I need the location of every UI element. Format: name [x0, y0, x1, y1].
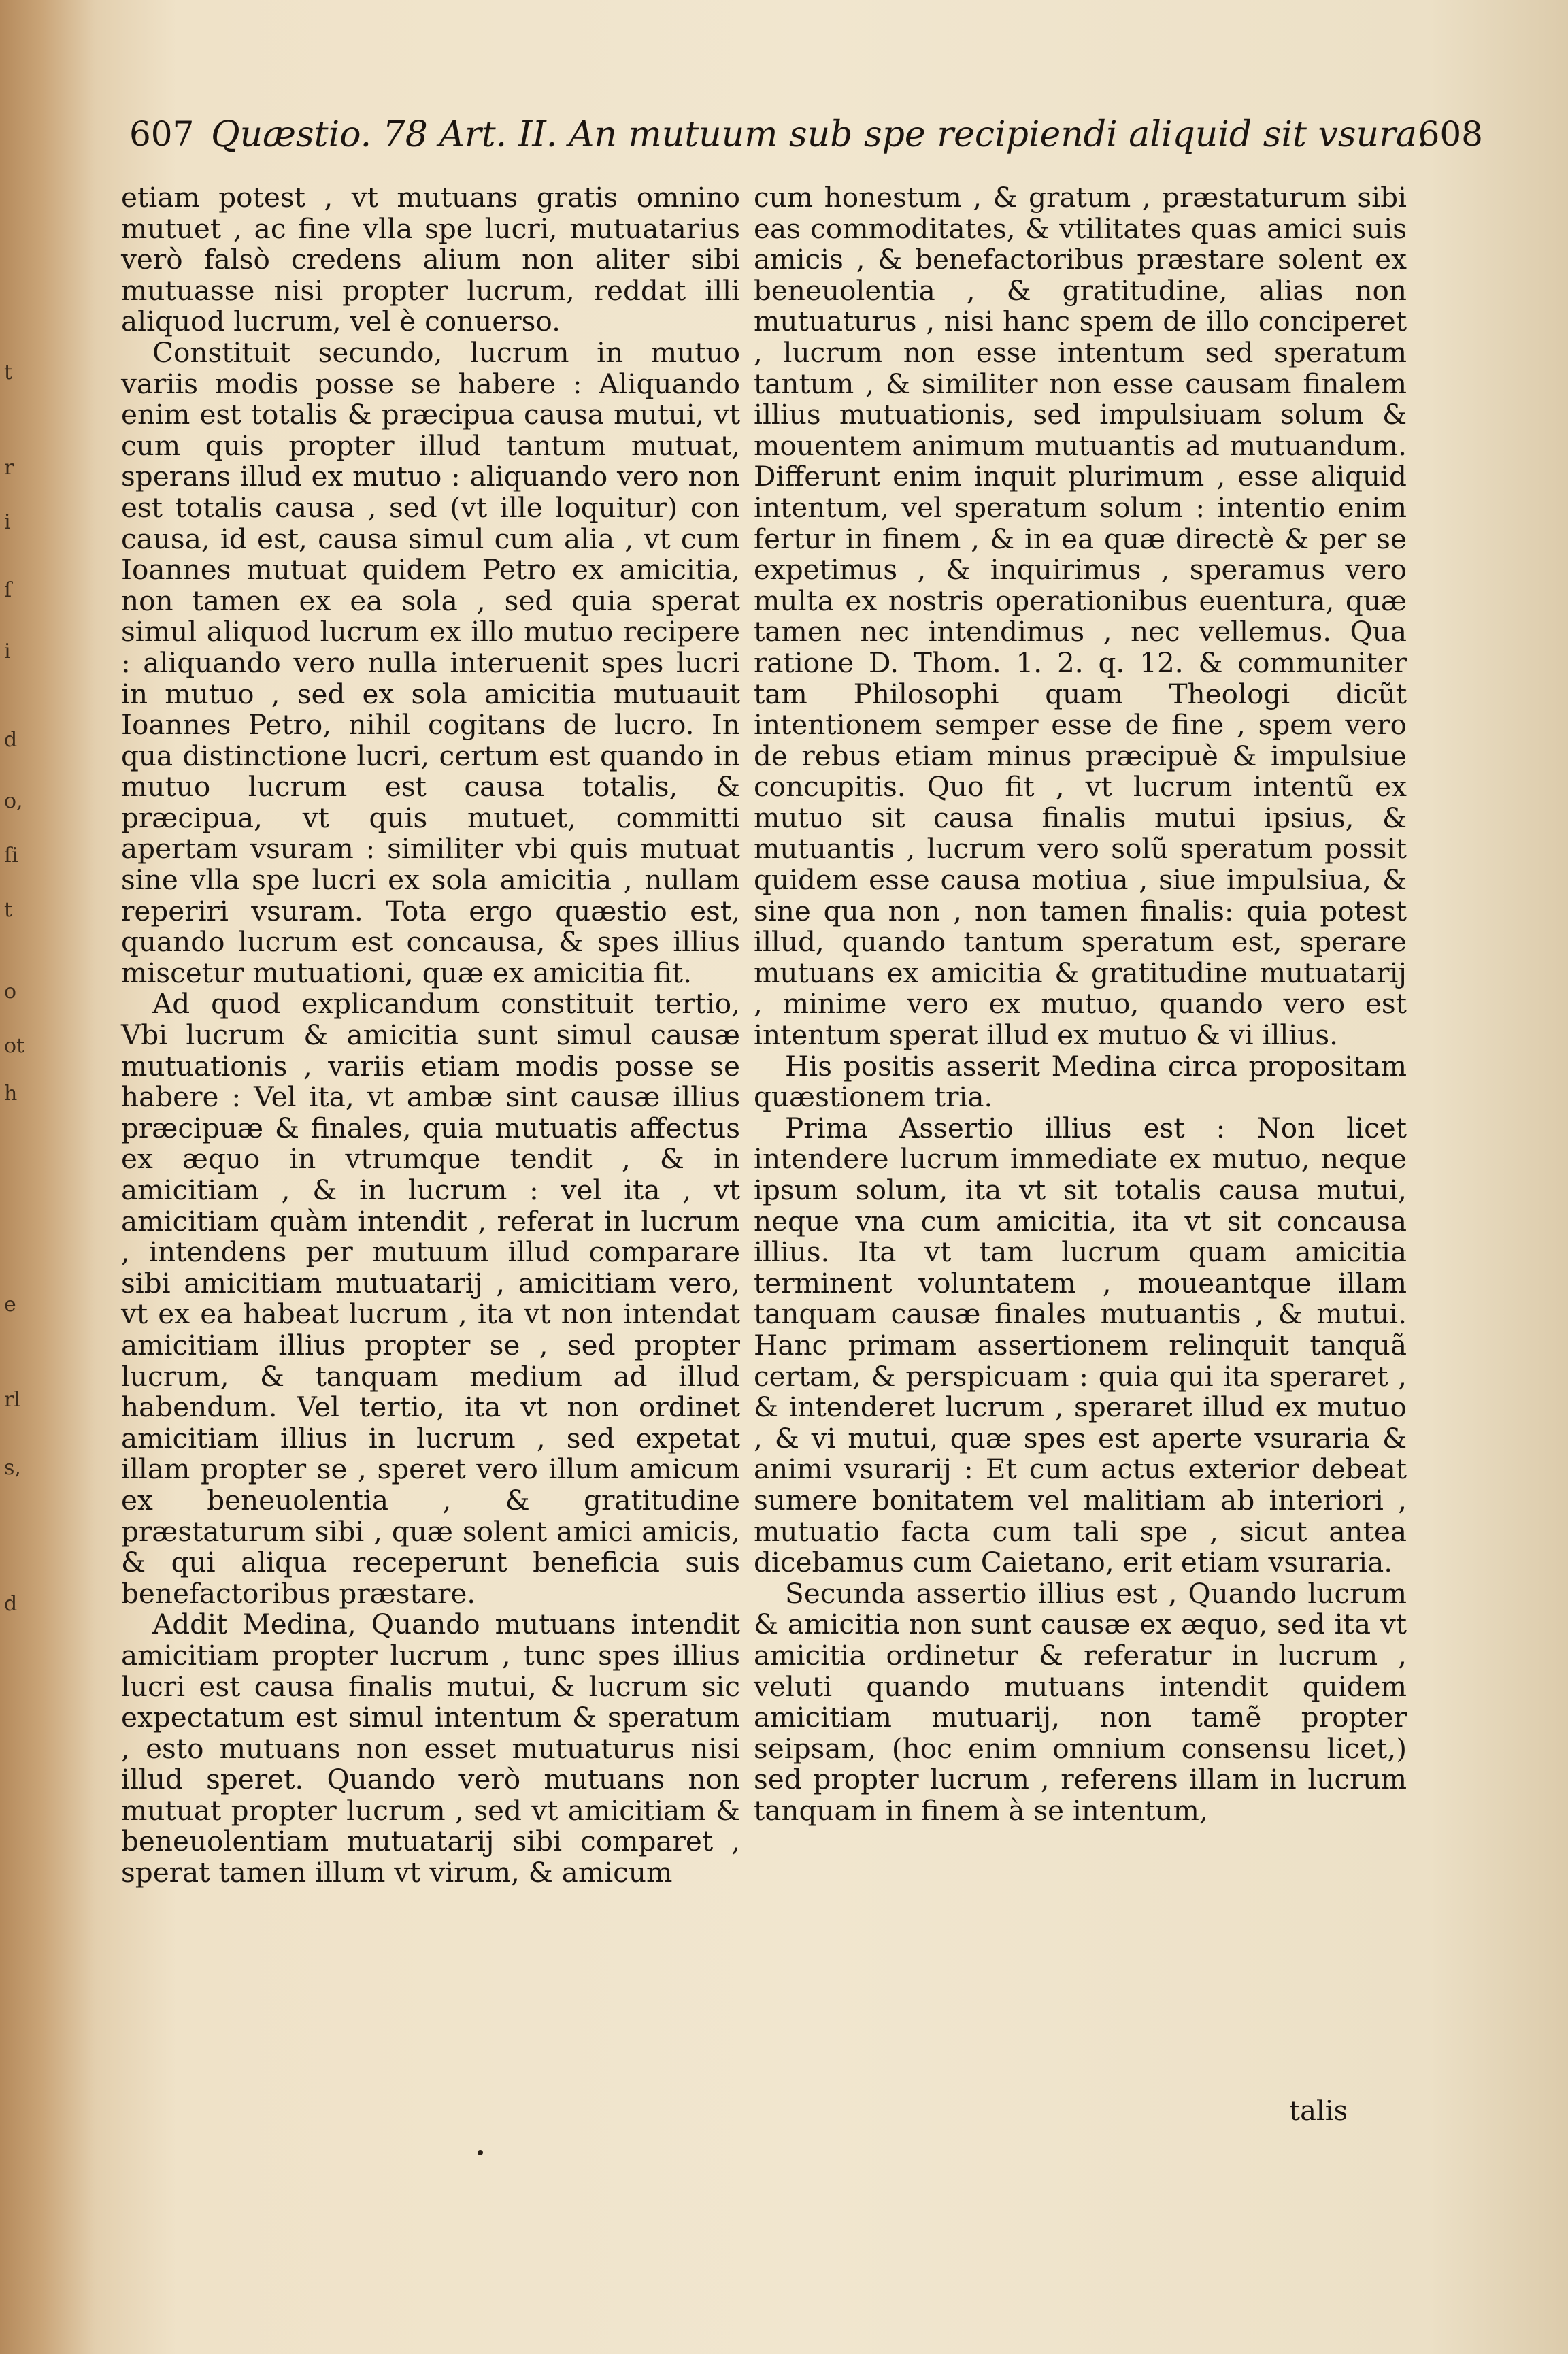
paragraph: Ad quod explicandum constituit tertio, Vbi lucrum & amicitia sunt simul causæ mutuationis , variis etiam modis posse se habere : Vel ita, vt ambæ sint causæ illius præcipuæ & finales, quia mutuatis affectus ex æquo in vtrumque tendit , & in amicitiam , & in lucrum : vel ita , vt amicitiam quàm intendit , referat in lucrum , intendens per mutuum illud comparare sibi amicitiam mutuatarij , amicitiam vero, vt ex ea habeat lucrum , ita vt non intendat amicitiam illius propter se , sed propter lucrum, & tanquam medium ad illud habendum. Vel tertio, ita vt non ordinet amicitiam illius in lucrum , sed expetat illam propter se , speret vero illum amicum ex beneuolentia , & gratitudine præstaturum sibi , quæ solent amici amicis, & qui aliqua receperunt beneficia suis benefactoribus præstare. — [121, 987, 740, 1610]
paragraph: etiam potest , vt mutuans gratis omnino mutuet , ac fine vlla spe lucri, mutuatarius verò falsò credens alium non aliter sibi mutuasse nisi propter lucrum, reddat illi aliquod lucrum, vel è conuerso. — [121, 181, 740, 338]
text-column-right — [754, 182, 1407, 1826]
facing-page-edge: t r i ſ i d o, ſi t o ot h e rl s, d — [4, 361, 25, 1616]
paragraph: Prima Assertio illius est : Non licet intendere lucrum immediate ex mutuo, neque ipsum solum, ita vt sit totalis causa mutui, neque vna cum amicitia, ita vt sit concausa illius. Ita vt tam lucrum quam amicitia terminent voluntatem , moueantque illam tanquam causæ finales mutuantis , & mutui. Hanc primam assertionem relinquit tanquã certam, & perspicuam : quia qui ita speraret , & intenderet lucrum , speraret illud ex mutuo , & vi mutui, quæ spes est aperte vsuraria & animi vsurarij : Et cum actus exterior debeat sumere bonitatem vel malitiam ab interiori , mutuatio facta cum tali spe , sicut antea dicebamus cum Caietano, erit etiam vsuraria. — [754, 1111, 1407, 1579]
paragraph: Addit Medina, Quando mutuans intendit amicitiam propter lucrum , tunc spes illius lucri est causa finalis mutui, & lucrum sic expectatum est simul intentum & speratum , esto mutuans non esset mutuaturus nisi illud speret. Quando verò mutuans non mutuat propter lucrum , sed vt amicitiam & beneuolentiam mutuatarij sibi comparet , sperat tamen illum vt virum, & amicum — [121, 1608, 740, 1889]
ink-spot — [478, 2150, 483, 2155]
catchword: talis — [1289, 2095, 1348, 2127]
paragraph: cum honestum , & gratum , præstaturum sibi eas commoditates, & vtilitates quas amici suis amicis , & benefactoribus præstare solent ex beneuolentia , & gratitudine, alias non mutuaturus , nisi hanc spem de illo conciperet , lucrum non esse intentum sed speratum tantum , & similiter non esse causam finalem illius mutuationis, sed impulsiuam solum & mouentem animum mutuantis ad mutuandum. Differunt enim inquit plurimum , esse aliquid intentum, vel speratum solum : intentio enim fertur in finem , & in ea quæ directè & per se expetimus , & inquirimus , speramus vero multa ex nostris operationibus euentura, quæ tamen nec intendimus , nec vellemus. Qua ratione D. Thom. 1. 2. q. 12. & communiter tam Philosophi quam Theologi dicũt intentionem semper esse de fine , spem vero de rebus etiam minus præcipuè & impulsiue concupitis. Quo fit , vt lucrum intentũ ex mutuo sit causa finalis mutui ipsius, & mutuantis , lucrum vero solũ speratum possit quidem esse causa motiua , siue impulsiua, & sine qua non , non tamen finalis: quia potest illud, quando tantum speratum est, sperare mutuans ex amicitia & gratitudine mutuatarij , minime vero ex mutuo, quando vero est intentum sperat illud ex mutuo & vi illius. — [754, 181, 1407, 1052]
paragraph: Constituit secundo, lucrum in mutuo variis modis posse se habere : Aliquando enim est totalis & præcipua causa mutui, vt cum quis propter illud tantum mutuat, sperans illud ex mutuo : aliquando vero non est totalis causa , sed (vt ille loquitur) con causa, id est, causa simul cum alia , vt cum Ioannes mutuat quidem Petro ex amicitia, non tamen ex ea sola , sed quia sperat simul aliquod lucrum ex illo mutuo recipere : aliquando vero nulla interuenit spes lucri in mutuo , sed ex sola amicitia mutuauit Ioannes Petro, nihil cogitans de lucro. In qua distinctione lucri, certum est quando in mutuo lucrum est causa totalis, & præcipua, vt quis mutuet, committi apertam vsuram : similiter vbi quis mutuat sine vlla spe lucri ex sola amicitia , nullam reperiri vsuram. Tota ergo quæstio est, quando lucrum est concausa, & spes illius miscetur mutuationi, quæ ex amicitia fit. — [121, 335, 740, 989]
page-number-right: 608 — [1418, 114, 1483, 154]
paragraph: Secunda assertio illius est , Quando lucrum & amicitia non sunt causæ ex æquo, sed ita vt amicitia ordinetur & referatur in lucrum , veluti quando mutuans intendit quidem amicitiam mutuarij, non tamẽ propter seipsam, (hoc enim omnium consensu licet,) sed propter lucrum , referens illam in lucrum tanquam in finem à se intentum, — [754, 1576, 1407, 1827]
page-number-left: 607 — [129, 114, 195, 154]
text-column-left — [121, 182, 740, 1889]
paragraph: His positis asserit Medina circa propositam quæstionem tria. — [754, 1049, 1407, 1114]
running-title: Quæstio. 78 Art. II. An mutuum sub spe recipiendi aliquid sit vsura. — [211, 114, 1429, 155]
running-header — [129, 114, 1483, 169]
